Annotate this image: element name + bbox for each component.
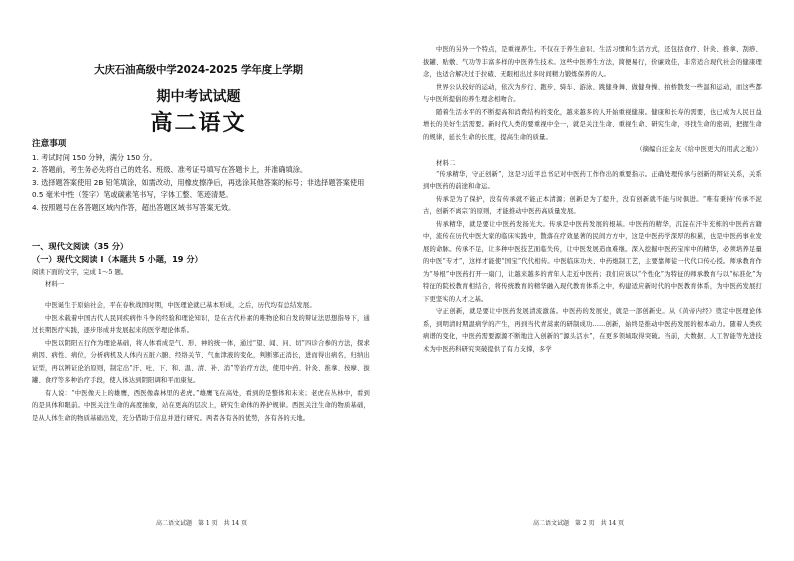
paragraph: “传承精华，守正创新”，这是习近平总书记对中医药工作作出的重要指示。正确处理传承与创新的辩证关系，关系到中医药的前途和命运。 — [423, 170, 762, 190]
notice-item: 1. 考试时间 150 分钟，满分 150 分。 — [32, 152, 157, 162]
source-citation: （摘编自汪金友《给中医更大的用武之地》） — [636, 146, 762, 153]
material-label-1: 材料一 — [45, 280, 65, 288]
paragraph: 中医术载着中国古代人民同疾病作斗争的经验和理论知识，是在古代朴素的唯物论和自发的辩证法思想指导下，通过长期医疗实践，逐步形成并发展起来的医学理论体系。 — [32, 314, 370, 334]
notice-item: 4. 按照题号在各答题区域内作答，超出答题区域书写答案无效。 — [32, 202, 236, 212]
notice-block — [32, 138, 372, 215]
page-two-text — [423, 44, 762, 356]
notice-heading: 注意事项 — [32, 139, 67, 149]
notice-item: 3. 选择题答案使用 2B 铅笔填涂，如需改动，用橡皮擦净后，再选涂其他答案的标号；非选择题答案使用 0.5 毫米中性（签字）笔或碳素笔书写，字体工整、笔迹清楚。 — [32, 177, 365, 200]
school-title: 大庆石油高级中学2024-2025 学年度上学期 — [94, 64, 303, 76]
paragraph: 传承是为了保护，没有传承就不能正本清源；创新是为了提升，没有创新就不能与时俱进。“唯有秉持‘传承不泥古，创新不离宗’的原则，才能推动中医药高质量发展。 — [423, 195, 762, 215]
paragraph: 随着生活水平的不断提高和消费结构的变化，越来越多的人开始重视健康。健康和长寿的需要，也已成为人民日益增长的美好生活需要。新时代人类的要重视中全一，就是关注生命、重视生命、研究生命，寻找生命的密码，把握生命的规律，延长生命的长度，提高生命的质量。 — [423, 108, 762, 141]
section-heading: 一、现代文阅读（35 分） — [32, 241, 129, 251]
reading-instruction: 阅读下面的文字，完成 1～5 题。 — [32, 268, 128, 276]
paragraph: 守正创新，就是要让中医药发展清流激荡。中医药的发展史，就是一部创新史。从《黄帝内经》奠定中医理论体系，到明清时期温病学的产生，再到当代青蒿素的研制成功……创新，始终是推动中医药发展的根本动力。随着人类疾病谱的变化，中医药需要源源不断地注入创新的“源头活水”，在更多领域取得突破。当前，大数据、人工智能等先进技术为中医药科研究突破提供了有力支撑，多学 — [423, 308, 762, 353]
page-footer-left: 高二语文试题 第 1 页 共 14 页 — [156, 520, 248, 527]
paragraph: 中医以阴阳五行作为理论基础，将人体看成是气、形、神的统一体，通过“望、闻、问、切”四诊合参的方法，探求病因、病性、病位，分析病机及人体内五脏六腑、经络关节、气血津液的变化，判断邪正消长，进而得出病名，归纳出证型，再以辨证论治原则，制定出“汗、吐、下、和、温、清、补、消”等治疗方法，使用中药、针灸、推拿、按摩、拔罐、食疗等多种治疗手段，使人体达到阴阳调和平而康复。 — [32, 339, 370, 384]
paragraph: 有人说：“中医像天上的雄鹰，西医像森林里的老虎。”雄鹰飞在高处，看到的是整体和未来；老虎在丛林中，看到的是具体和眼前。中医关注生命的高度抽象，站在更高的层次上，研究生命体的养护规律。西医关注生命的物质基础，是从人体生命的物质基础出发，充分借助于信息并进行研究。两者各有各的优势，各有各的天地。 — [32, 389, 370, 422]
subsection-heading: （一）现代文阅读 Ⅰ（本题共 5 小题，19 分） — [32, 254, 203, 264]
section-block — [32, 240, 372, 290]
exam-title: 期中考试试题 — [156, 89, 241, 105]
paragraph: 传承精华，就是要让中医药发扬光大。传承是中医药发展的根基。中医药的精华，沉淀在汗牛充栋的中医药古籍中，流传在历代中医大家的临床实践中，散落在疗效显著的民间方方中，这是中医药学深厚的积累，也是中医药事业发展的命脉。传承不足，让多种中医技艺面临失传，让中医发展造血难继。深入挖掘中医药宝库中的精华，必须培养足量的中医“专才”，这样才能使“国宝”代代相传。中医临床功夫、中药炮制工艺，主要靠师徒一代代口传心授。师承教育作为“导根”中医药打开一扇门，让越来越多的青年人走近中医药；我们应该以“个性化”为特征的师承教育与以“标准化”为特征的院校教育相结合，将传统教育的精华融入现代教育体系之中，构建适应新时代的中医教育体系，为中医药发展打下更坚实的人才之基。 — [423, 220, 762, 303]
page-footer-right: 高二语文试题 第 2 页 共 14 页 — [533, 520, 625, 527]
paragraph: 中医的另外一个特点，是重视养生。不仅在于养生意识、生活习惯和生活方式，还包括食疗、针灸、推拿、刮痧、拔罐、贴敷、气功等丰富多样的中医养生技术。这些中医养生方法，简便易行，价廉效佳，非常适合现代社会的健康理念，也适合解决过于拉碴、无眼相出过多时间精力锻炼保养的人。 — [423, 46, 762, 78]
subject-title: 高二语文 — [150, 110, 247, 136]
material-one-text — [32, 300, 370, 425]
paragraph: 世界公认较好的运动，依次为步行、跑步、骑车、游泳、跳健身舞、做健身操、拍桥散发一些温和运动，而这些都与中医所提倡的养生理念相吻合。 — [423, 83, 762, 103]
paragraph: 中医诞生于原始社会，平在春秋战国时期，中医理论就已基本形成，之后，历代均有总结发展。 — [45, 302, 316, 309]
notice-item: 2. 答题前，考生务必先将自己的姓名、班级、准考证号填写在答题卡上，并准确填涂。 — [32, 165, 308, 175]
material-label-2: 材料二 — [436, 158, 456, 167]
